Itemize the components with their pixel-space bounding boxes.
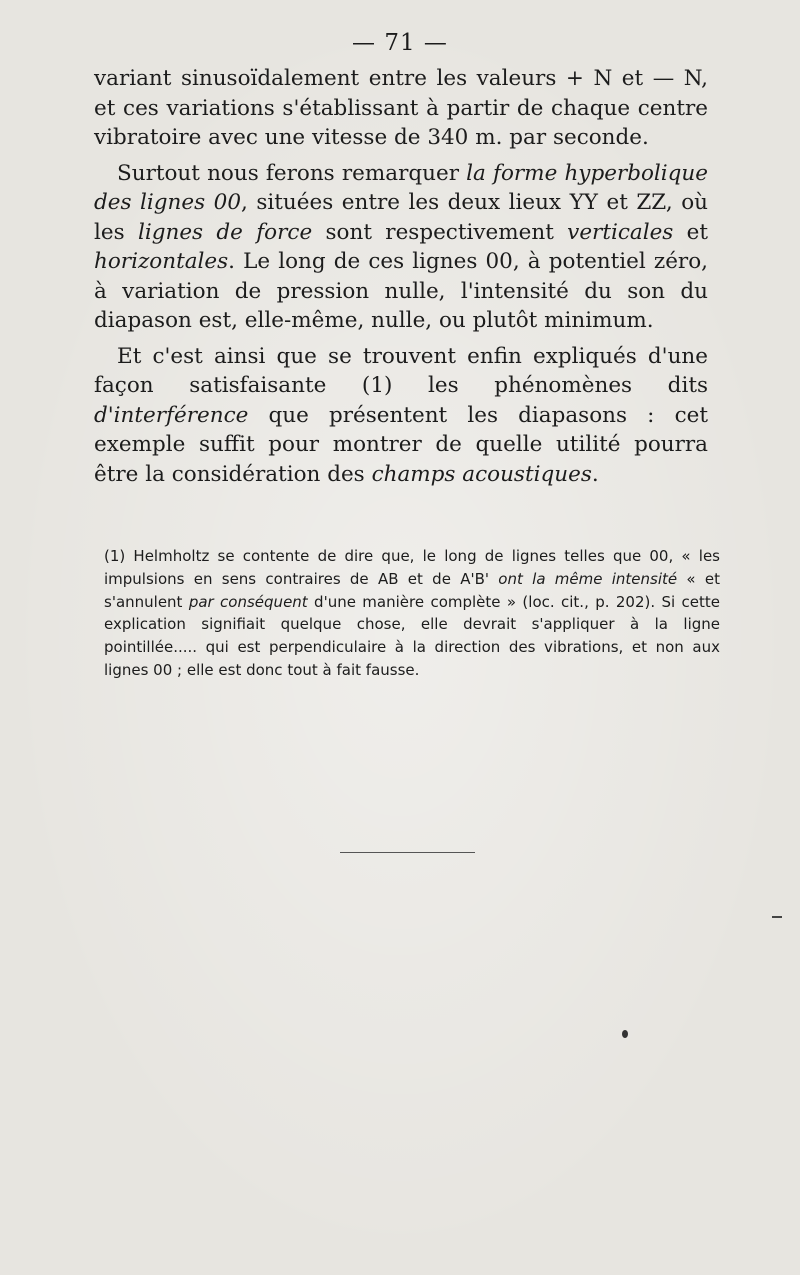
page-number: — 71 —: [352, 30, 448, 56]
footnote-italic: par conséquent: [188, 592, 308, 611]
paragraph-3: [94, 342, 708, 490]
paragraph-2-part: Surtout nous ferons remarquer: [117, 160, 467, 186]
paragraph-2-italic: la forme hyperbolique des lignes 00: [94, 160, 709, 215]
margin-mark: [772, 916, 782, 918]
paragraph-3-italic: d'interférence: [94, 402, 249, 428]
footnote-italic: ont la même intensité: [498, 569, 678, 588]
section-divider: [340, 852, 475, 853]
paragraph-2-part: sont respectivement: [312, 219, 568, 245]
paragraph-2: [94, 159, 708, 336]
footnote-part: « et s'annulent: [104, 569, 720, 611]
paragraph-3-part: .: [591, 461, 599, 487]
footnote: [104, 545, 720, 682]
footnote-text: [104, 545, 720, 682]
paragraph-2-part: . Le long de ces lignes 00, à potentiel zéro, à variation de pression nulle, l'intensité du son du diapason est, elle-même, nulle, ou plutôt minimum.: [94, 249, 708, 333]
footnote-part: d'une manière complète » (loc. cit., p. 202). Si cette explication signifiait quelque chose, elle devrait s'appliquer à la ligne pointillée..... qui est perpendiculaire à la direction des vibrations, et non aux lignes 00 ; elle est donc tout à fait fausse.: [104, 592, 720, 679]
footnote-part: (1) Helmholtz se contente de dire que, le long de lignes telles que 00, « les impulsions en sens contraires de AB et de A'B': [104, 547, 720, 588]
main-text: [94, 64, 708, 489]
paragraph-3-italic: champs acoustiques: [371, 461, 592, 487]
paragraph-2-part: , situées entre les deux lieux YY et ZZ, où les: [94, 190, 708, 245]
paragraph-2-part: et: [673, 219, 709, 245]
paragraph-2-italic: horizontales: [94, 249, 229, 274]
paragraph-3-part: que présentent les diapasons : cet exemple suffit pour montrer de quelle utilité pourra être la considération des: [94, 402, 708, 487]
bleed-through-texture: [95, 690, 715, 1170]
paragraph-3-part: Et c'est ainsi que se trouvent enfin expliqués d'une façon satisfaisante (1) les phénomènes dits: [94, 343, 708, 398]
paragraph-1: variant sinusoïdalement entre les valeurs + N et — N, et ces variations s'établissant à partir de chaque centre vibratoire avec une vitesse de 340 m. par seconde.: [94, 66, 708, 150]
paragraph-2-italic: verticales: [567, 219, 674, 245]
ink-speck: [622, 1030, 628, 1038]
paragraph-2-italic: lignes de force: [137, 219, 313, 245]
